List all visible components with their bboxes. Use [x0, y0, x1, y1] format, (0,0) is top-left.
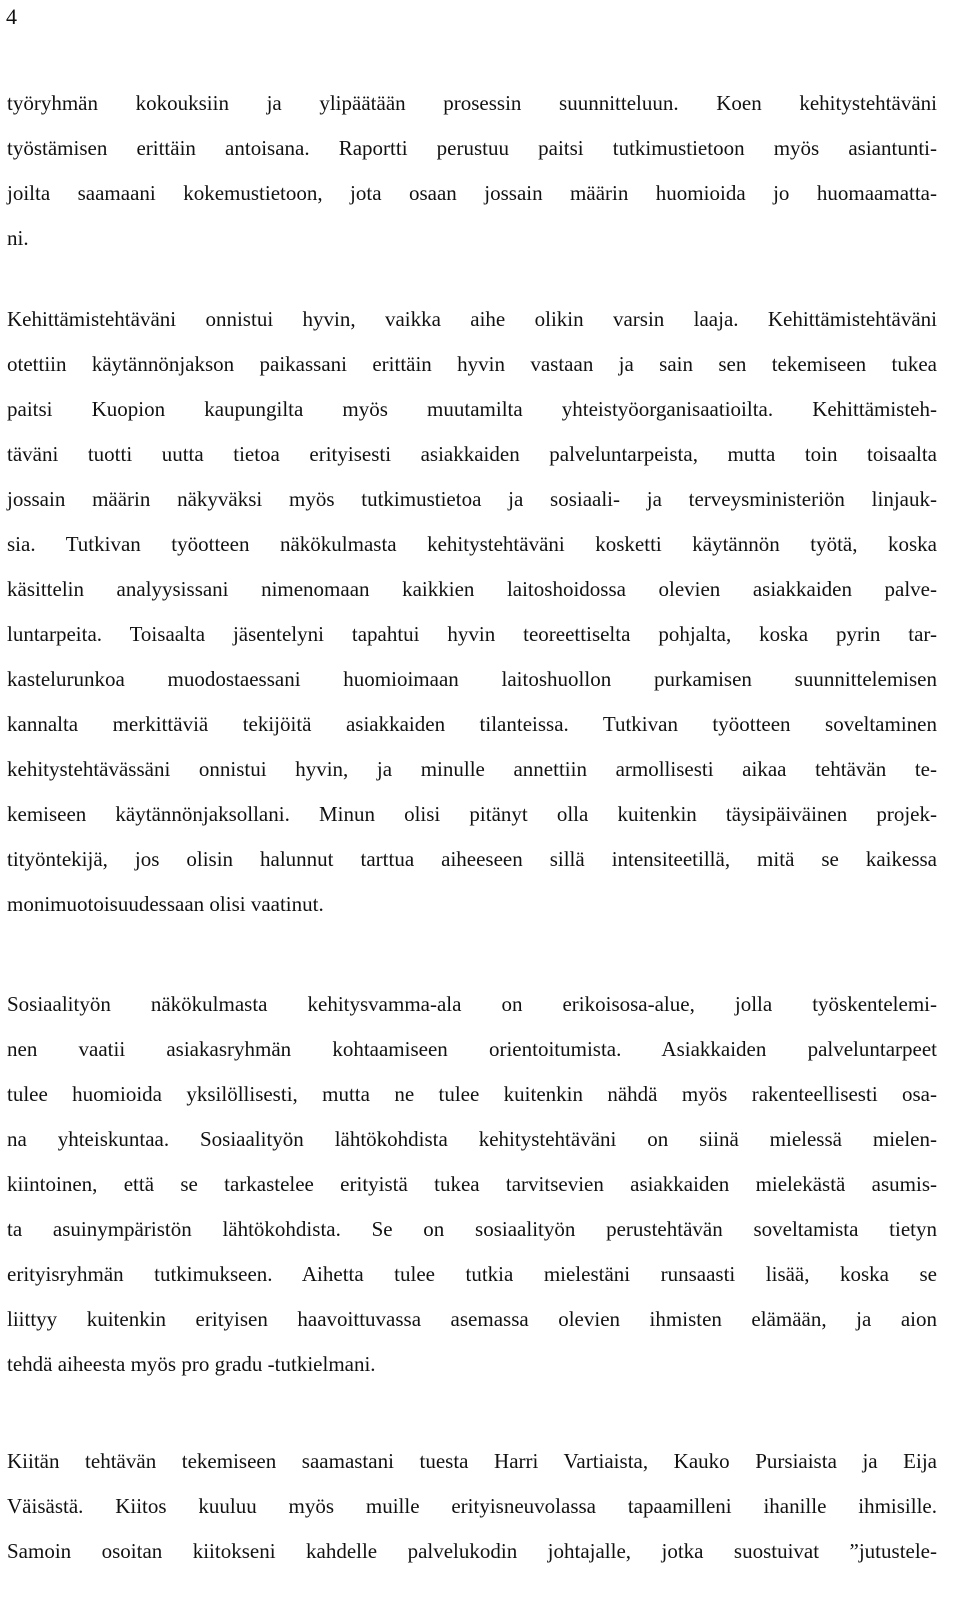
text-line: Samoin osoitan kiitokseni kahdelle palvelukodin johtajalle, jotka suostuivat ”jutustele- — [7, 1539, 937, 1563]
text-line: nen vaatii asiakasryhmän kohtaamiseen orientoitumista. Asiakkaiden palveluntarpeet — [7, 1037, 937, 1061]
text-line: ni. — [7, 226, 29, 250]
paragraph-3 — [7, 982, 937, 1387]
text-line: tulee huomioida yksilöllisesti, mutta ne tulee kuitenkin nähdä myös rakenteellisesti osa- — [7, 1082, 937, 1106]
text-line: työstämisen erittäin antoisana. Raportti perustuu paitsi tutkimustietoon myös asiantunti- — [7, 136, 937, 160]
text-line: Kiitän tehtävän tekemiseen saamastani tuesta Harri Vartiaista, Kauko Pursiaista ja Eija — [7, 1449, 937, 1473]
text-line: kiintoinen, että se tarkastelee erityistä tukea tarvitsevien asiakkaiden mielekästä asumis- — [7, 1172, 937, 1196]
text-line: kannalta merkittäviä tekijöitä asiakkaiden tilanteissa. Tutkivan työotteen soveltaminen — [7, 712, 937, 736]
paragraph-1 — [7, 81, 937, 261]
text-line: ta asuinympäristön lähtökohdista. Se on sosiaalityön perustehtävän soveltamista tietyn — [7, 1217, 937, 1241]
text-line: Sosiaalityön näkökulmasta kehitysvamma-ala on erikoisosa-alue, jolla työskentelemi- — [7, 992, 937, 1016]
text-line: monimuotoisuudessaan olisi vaatinut. — [7, 892, 324, 916]
text-line: Väisästä. Kiitos kuuluu myös muille erityisneuvolassa tapaamilleni ihanille ihmisille. — [7, 1494, 937, 1518]
text-line: kemiseen käytännönjaksollani. Minun olisi pitänyt olla kuitenkin täysipäiväinen projek- — [7, 802, 937, 826]
page-number: 4 — [6, 4, 17, 29]
text-line: täväni tuotti uutta tietoa erityisesti asiakkaiden palveluntarpeista, mutta toin toisaalta — [7, 442, 937, 466]
text-line: tityöntekijä, jos olisin halunnut tarttua aiheeseen sillä intensiteetillä, mitä se kaikessa — [7, 847, 937, 871]
text-line: kehitystehtävässäni onnistui hyvin, ja minulle annettiin armollisesti aikaa tehtävän te- — [7, 757, 937, 781]
text-line: sia. Tutkivan työotteen näkökulmasta kehitystehtäväni kosketti käytännön työtä, koska — [7, 532, 937, 556]
text-line: tehdä aiheesta myös pro gradu -tutkielmani. — [7, 1352, 376, 1376]
text-line: joilta saamaani kokemustietoon, jota osaan jossain määrin huomioida jo huomaamatta- — [7, 181, 937, 205]
text-line: erityisryhmän tutkimukseen. Aihetta tulee tutkia mielestäni runsaasti lisää, koska se — [7, 1262, 937, 1286]
text-line: jossain määrin näkyväksi myös tutkimustietoa ja sosiaali- ja terveysministeriön linjauk- — [7, 487, 937, 511]
text-line: paitsi Kuopion kaupungilta myös muutamilta yhteistyöorganisaatioilta. Kehittämisteh- — [7, 397, 937, 421]
text-line: na yhteiskuntaa. Sosiaalityön lähtökohdista kehitystehtäväni on siinä mielessä mielen- — [7, 1127, 937, 1151]
text-line: käsittelin analyysissani nimenomaan kaikkien laitoshoidossa olevien asiakkaiden palve- — [7, 577, 937, 601]
text-line: kastelurunkoa muodostaessani huomioimaan laitoshuollon purkamisen suunnittelemisen — [7, 667, 937, 691]
text-line: luntarpeita. Toisaalta jäsentelyni tapahtui hyvin teoreettiselta pohjalta, koska pyrin tar- — [7, 622, 937, 646]
text-line: otettiin käytännönjakson paikassani erittäin hyvin vastaan ja sain sen tekemiseen tukea — [7, 352, 937, 376]
text-line: työryhmän kokouksiin ja ylipäätään prosessin suunnitteluun. Koen kehitystehtäväni — [7, 91, 937, 115]
text-line: liittyy kuitenkin erityisen haavoittuvassa asemassa olevien ihmisten elämään, ja aion — [7, 1307, 937, 1331]
paragraph-4 — [7, 1439, 937, 1574]
paragraph-2 — [7, 297, 937, 927]
text-line: Kehittämistehtäväni onnistui hyvin, vaikka aihe olikin varsin laaja. Kehittämistehtäväni — [7, 307, 937, 331]
